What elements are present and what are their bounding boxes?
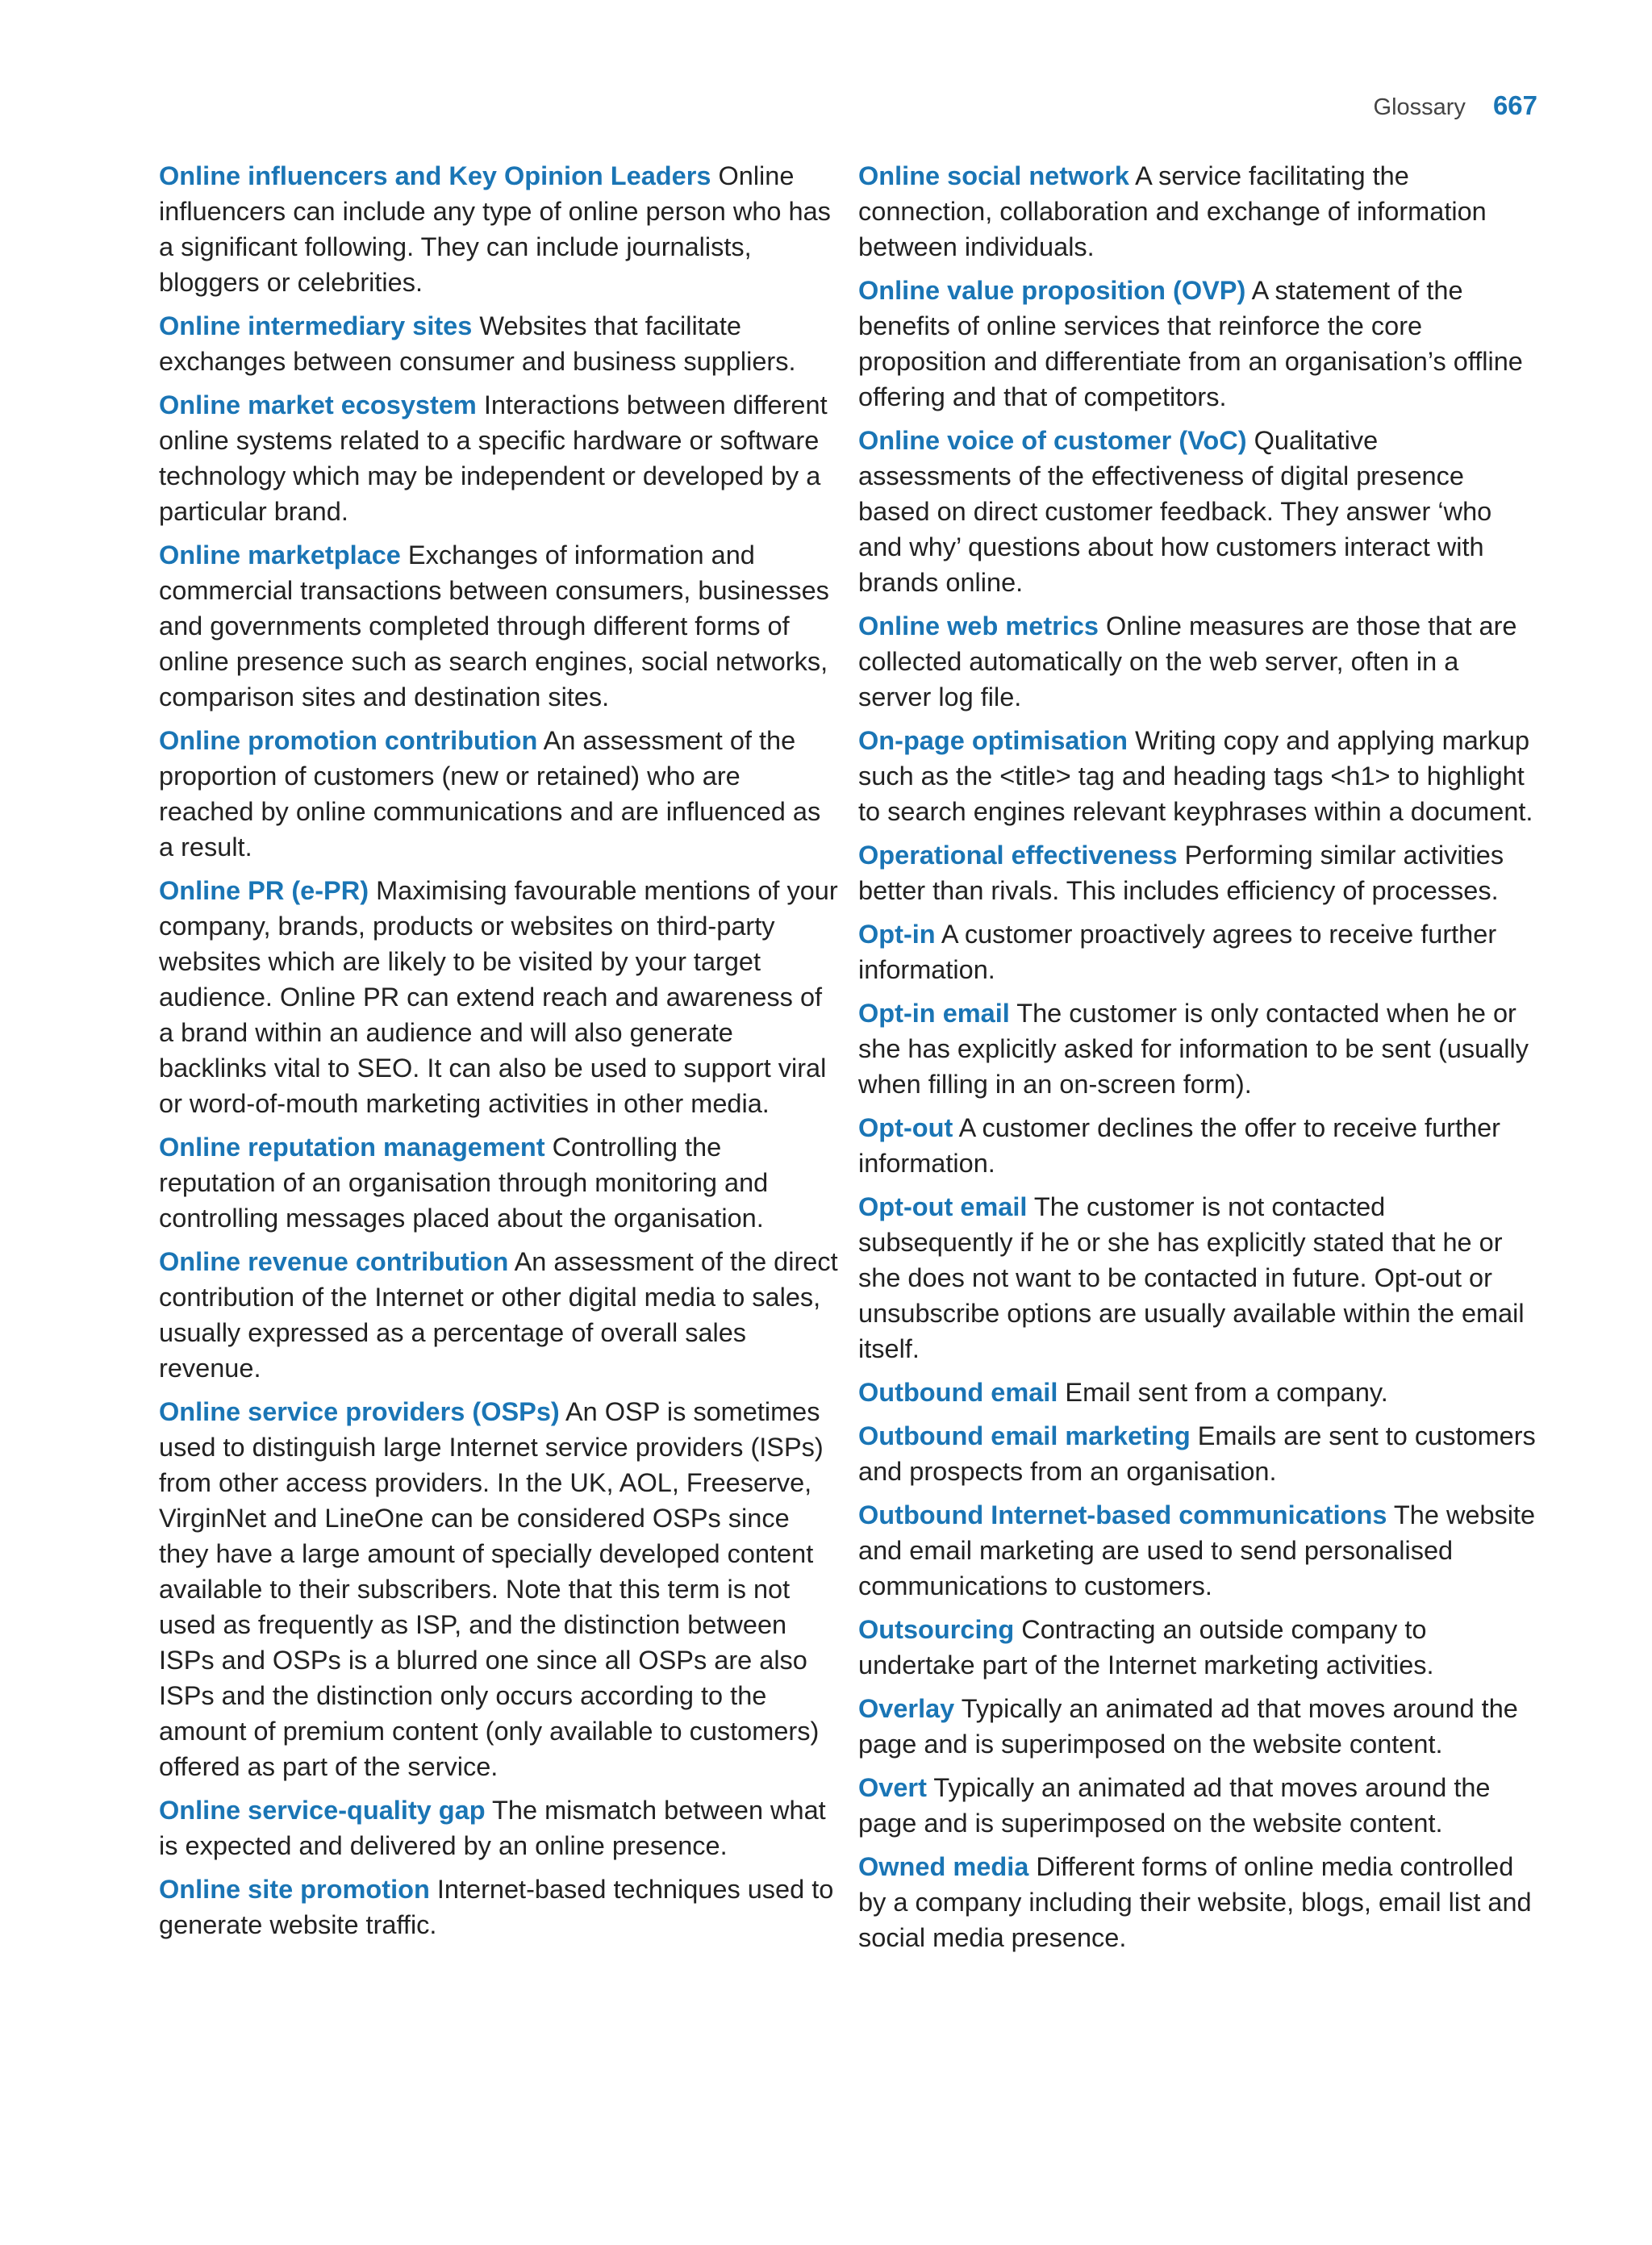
glossary-term: Owned media [858, 1852, 1029, 1881]
glossary-entry [858, 1110, 1537, 1181]
glossary-term: Overt [858, 1773, 927, 1802]
glossary-definition: Controlling the reputation of an organisation through monitoring and controlling messages placed about the organisation. [159, 1133, 769, 1233]
glossary-definition: Qualitative assessments of the effectiveness of digital presence based on direct customer feedback. They answer ‘who and why’ questions about how customers interact with brands online. [858, 426, 1492, 597]
glossary-definition: A statement of the benefits of online services that reinforce the core proposition and differentiate from an organisation’s offline offering and that of competitors. [858, 276, 1523, 411]
glossary-definition: An assessment of the proportion of customers (new or retained) who are reached by online communications and are influenced as a result. [159, 726, 821, 862]
glossary-term: Opt-in email [858, 999, 1010, 1028]
glossary-entry [858, 1612, 1537, 1683]
glossary-term: Online social network [858, 161, 1129, 190]
glossary-definition: Email sent from a company. [1065, 1378, 1388, 1407]
glossary-definition: The mismatch between what is expected and delivered by an online presence. [159, 1796, 826, 1860]
glossary-definition: Performing similar activities better than rivals. This includes efficiency of processes. [858, 841, 1504, 905]
glossary-definition: The customer is only contacted when he or she has explicitly asked for information to be sent (usually when filling in an on-screen form). [858, 999, 1529, 1099]
glossary-entry [858, 1691, 1537, 1762]
glossary-entry [159, 1872, 838, 1942]
glossary-definition: Internet-based techniques used to generate website traffic. [159, 1875, 834, 1939]
glossary-definition: Interactions between different online systems related to a specific hardware or software technology which may be independent or developed by a particular brand. [159, 390, 828, 526]
glossary-entry [159, 1129, 838, 1236]
glossary-definition: Writing copy and applying markup such as the <title> tag and heading tags <h1> to highlight to search engines relevant keyphrases within a document. [858, 726, 1533, 826]
glossary-definition: The customer is not contacted subsequently if he or she has explicitly stated that he or she does not want to be contacted in future. Opt-out or unsubscribe options are usually available within the email itself. [858, 1192, 1525, 1363]
glossary-entry [159, 308, 838, 379]
glossary-entry [159, 1244, 838, 1386]
glossary-entry [159, 1394, 838, 1784]
glossary-definition: Online influencers can include any type of online person who has a significant following. They can include journalists, bloggers or celebrities. [159, 161, 831, 297]
glossary-entry [858, 995, 1537, 1102]
glossary-definition: An OSP is sometimes used to distinguish large Internet service providers (ISPs) from other access providers. In the UK, AOL, Freeserve, VirginNet and LineOne can be considered OSPs since they have a large amount of specially developed content available to their subscribers. Note that this term is not used as frequently as ISP, and the distinction between ISPs and OSPs is a blurred one since all OSPs are also ISPs and the distinction only occurs according to the amount of premium content (only available to customers) offered as part of the service. [159, 1397, 824, 1781]
glossary-column-right [858, 158, 1537, 1963]
glossary-term: Online market ecosystem [159, 390, 477, 419]
glossary-entry [858, 158, 1537, 265]
glossary-definition: A customer declines the offer to receive further information. [858, 1113, 1500, 1178]
glossary-definition: Different forms of online media controlled by a company including their website, blogs, email list and social media presence. [858, 1852, 1532, 1952]
glossary-entry [858, 1189, 1537, 1367]
glossary-term: Opt-in [858, 920, 936, 949]
glossary-entry [159, 387, 838, 529]
glossary-entry [858, 423, 1537, 600]
glossary-entry [159, 723, 838, 865]
glossary-term: On-page optimisation [858, 726, 1128, 755]
glossary-term: Outbound email [858, 1378, 1058, 1407]
glossary-definition: Typically an animated ad that moves around the page and is superimposed on the website content. [858, 1694, 1518, 1759]
glossary-entry [858, 1418, 1537, 1489]
glossary-term: Online reputation management [159, 1133, 545, 1162]
glossary-entry [858, 1497, 1537, 1604]
glossary-term: Online service-quality gap [159, 1796, 486, 1825]
glossary-term: Online promotion contribution [159, 726, 538, 755]
glossary-definition: Websites that facilitate exchanges between consumer and business suppliers. [159, 311, 796, 376]
glossary-term: Operational effectiveness [858, 841, 1178, 870]
glossary-entry [858, 1375, 1537, 1410]
glossary-term: Online web metrics [858, 611, 1099, 641]
running-head [1374, 90, 1537, 121]
glossary-term: Online voice of customer (VoC) [858, 426, 1247, 455]
glossary-column-left [159, 158, 838, 1951]
glossary-entry [858, 1770, 1537, 1841]
glossary-entry [159, 1792, 838, 1863]
glossary-definition: Emails are sent to customers and prospects from an organisation. [858, 1421, 1536, 1486]
glossary-term: Outbound Internet-based communications [858, 1500, 1387, 1529]
glossary-entry [858, 723, 1537, 829]
glossary-entry [159, 158, 838, 300]
glossary-term: Online revenue contribution [159, 1247, 509, 1276]
glossary-entry [858, 916, 1537, 987]
glossary-definition: Online measures are those that are collected automatically on the web server, often in a server log file. [858, 611, 1517, 711]
section-name: Glossary [1373, 94, 1466, 120]
glossary-term: Online marketplace [159, 540, 401, 570]
glossary-term: Online site promotion [159, 1875, 430, 1904]
glossary-entry [858, 837, 1537, 908]
glossary-definition: Exchanges of information and commercial transactions between consumers, businesses and governments completed through different forms of online presence such as search engines, social networks, comparison sites and destination sites. [159, 540, 829, 711]
glossary-entry [858, 1849, 1537, 1955]
glossary-entry [159, 873, 838, 1121]
glossary-term: Online value proposition (OVP) [858, 276, 1246, 305]
glossary-entry [159, 537, 838, 715]
glossary-term: Opt-out email [858, 1192, 1028, 1221]
glossary-entry [858, 273, 1537, 415]
glossary-definition: An assessment of the direct contribution of the Internet or other digital media to sales, usually expressed as a percentage of overall sales revenue. [159, 1247, 838, 1383]
glossary-definition: A service facilitating the connection, collaboration and exchange of information between individuals. [858, 161, 1487, 261]
glossary-term: Online PR (e-PR) [159, 876, 369, 905]
glossary-definition: The website and email marketing are used to send personalised communications to customers. [858, 1500, 1536, 1600]
glossary-definition: Maximising favourable mentions of your company, brands, products or websites on third-party websites which are likely to be visited by your target audience. Online PR can extend reach and awareness of a brand within an audience and will also generate backlinks vital to SEO. It can also be used to support viral or word-of-mouth marketing activities in other media. [159, 876, 838, 1118]
glossary-term: Online intermediary sites [159, 311, 473, 340]
glossary-term: Outbound email marketing [858, 1421, 1191, 1450]
glossary-definition: Contracting an outside company to undertake part of the Internet marketing activities. [858, 1615, 1434, 1680]
glossary-entry [858, 608, 1537, 715]
glossary-term: Opt-out [858, 1113, 953, 1142]
glossary-definition: Typically an animated ad that moves around the page and is superimposed on the website content. [858, 1773, 1491, 1838]
glossary-term: Overlay [858, 1694, 955, 1723]
glossary-definition: A customer proactively agrees to receive further information. [858, 920, 1497, 984]
glossary-term: Outsourcing [858, 1615, 1015, 1644]
page-number: 667 [1492, 90, 1537, 120]
glossary-term: Online influencers and Key Opinion Leaders [159, 161, 711, 190]
glossary-term: Online service providers (OSPs) [159, 1397, 560, 1426]
